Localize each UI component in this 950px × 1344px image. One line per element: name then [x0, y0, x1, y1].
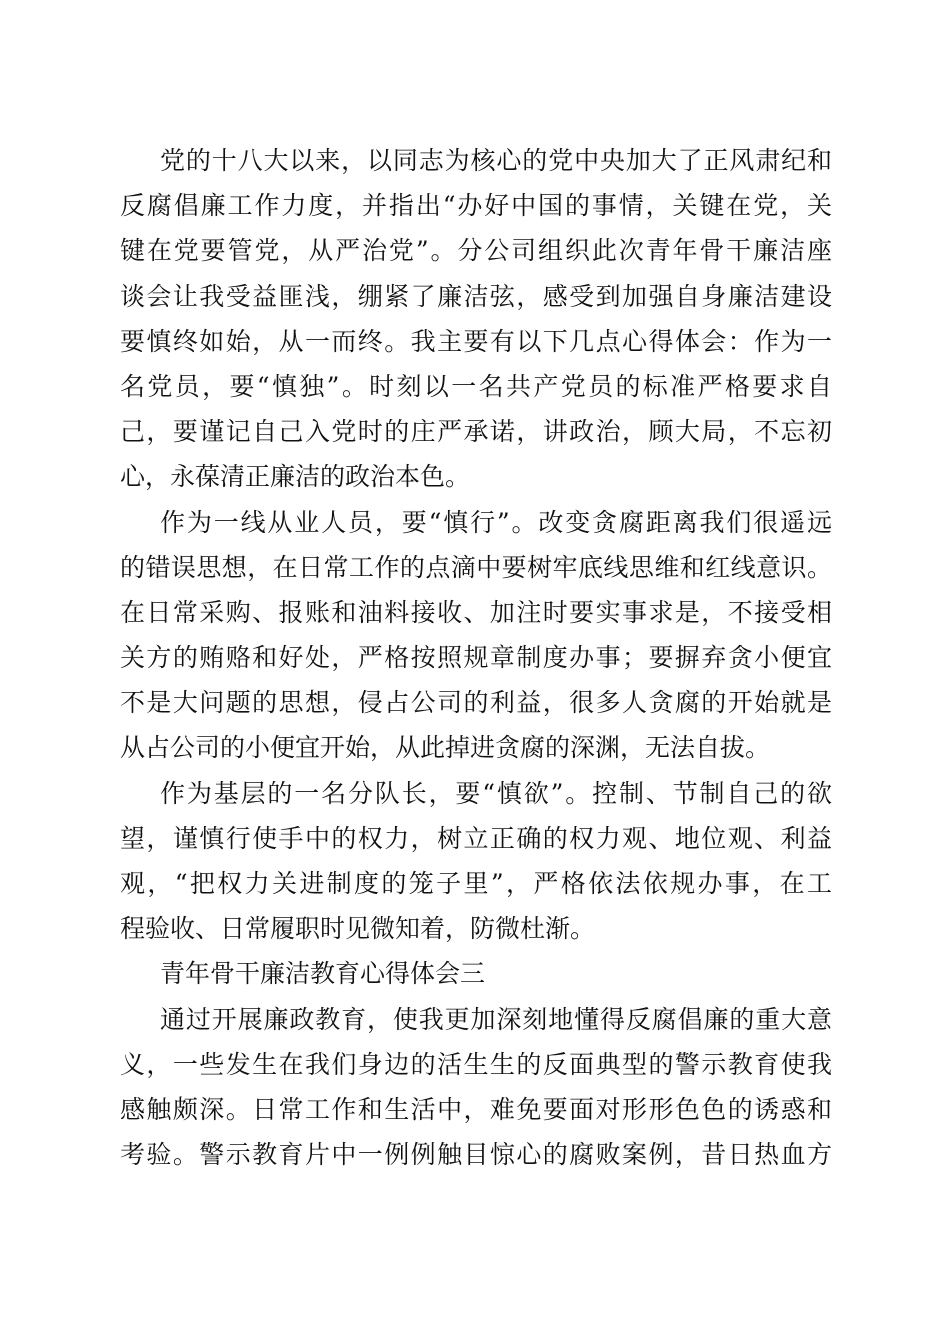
paragraph-1-line-6: 名党员，要“慎独”。时刻以一名共产党员的标准严格要求自	[120, 371, 832, 401]
paragraph-1-line-7: 己，要谨记自己入党时的庄严承诺，讲政治，顾大局，不忘初	[120, 417, 832, 447]
paragraph-4-line-2: 义，一些发生在我们身边的活生生的反面典型的警示教育使我	[120, 1049, 832, 1079]
paragraph-3-line-2: 望，谨慎行使手中的权力，树立正确的权力观、地位观、利益	[120, 823, 832, 853]
paragraph-1-line-2: 反腐倡廉工作力度，并指出“办好中国的事情，关键在党，关	[120, 191, 832, 221]
paragraph-4-line-4: 考验。警示教育片中一例例触目惊心的腐败案例，昔日热血方	[120, 1140, 832, 1170]
paragraph-4-line-1: 通过开展廉政教育，使我更加深刻地懂得反腐倡廉的重大意	[160, 1004, 832, 1034]
paragraph-3-line-4: 程验收、日常履职时见微知着，防微杜渐。	[120, 914, 596, 944]
section-heading: 青年骨干廉洁教育心得体会三	[160, 959, 486, 989]
paragraph-2-line-6: 从占公司的小便宜开始，从此掉进贪腐的深渊，无法自拔。	[120, 733, 771, 763]
paragraph-1-line-4: 谈会让我受益匪浅，绷紧了廉洁弦，感受到加强自身廉洁建设	[120, 281, 832, 311]
paragraph-4-line-3: 感触颇深。日常工作和生活中，难免要面对形形色色的诱惑和	[120, 1094, 832, 1124]
paragraph-3-line-1: 作为基层的一名分队长，要“慎欲”。控制、节制自己的欲	[160, 778, 832, 808]
paragraph-1-line-8: 心，永葆清正廉洁的政治本色。	[120, 462, 471, 492]
paragraph-2-line-2: 的错误思想，在日常工作的点滴中要树牢底线思维和红线意识。	[120, 552, 832, 582]
paragraph-2-line-4: 关方的贿赂和好处，严格按照规章制度办事；要摒弃贪小便宜	[120, 643, 832, 673]
paragraph-1-line-3: 键在党要管党，从严治党”。分公司组织此次青年骨干廉洁座	[120, 236, 832, 266]
paragraph-2-line-1: 作为一线从业人员，要“慎行”。改变贪腐距离我们很遥远	[160, 507, 832, 537]
paragraph-2-line-5: 不是大问题的思想，侵占公司的利益，很多人贪腐的开始就是	[120, 688, 832, 718]
paragraph-3-line-3: 观，“把权力关进制度的笼子里”，严格依法依规办事，在工	[120, 869, 832, 898]
document-body	[120, 138, 832, 1177]
paragraph-2-line-3: 在日常采购、报账和油料接收、加注时要实事求是，不接受相	[120, 597, 832, 627]
paragraph-1-line-5: 要慎终如始，从一而终。我主要有以下几点心得体会：作为一	[120, 326, 832, 356]
paragraph-1-line-1: 党的十八大以来，以同志为核心的党中央加大了正风肃纪和	[160, 146, 832, 175]
